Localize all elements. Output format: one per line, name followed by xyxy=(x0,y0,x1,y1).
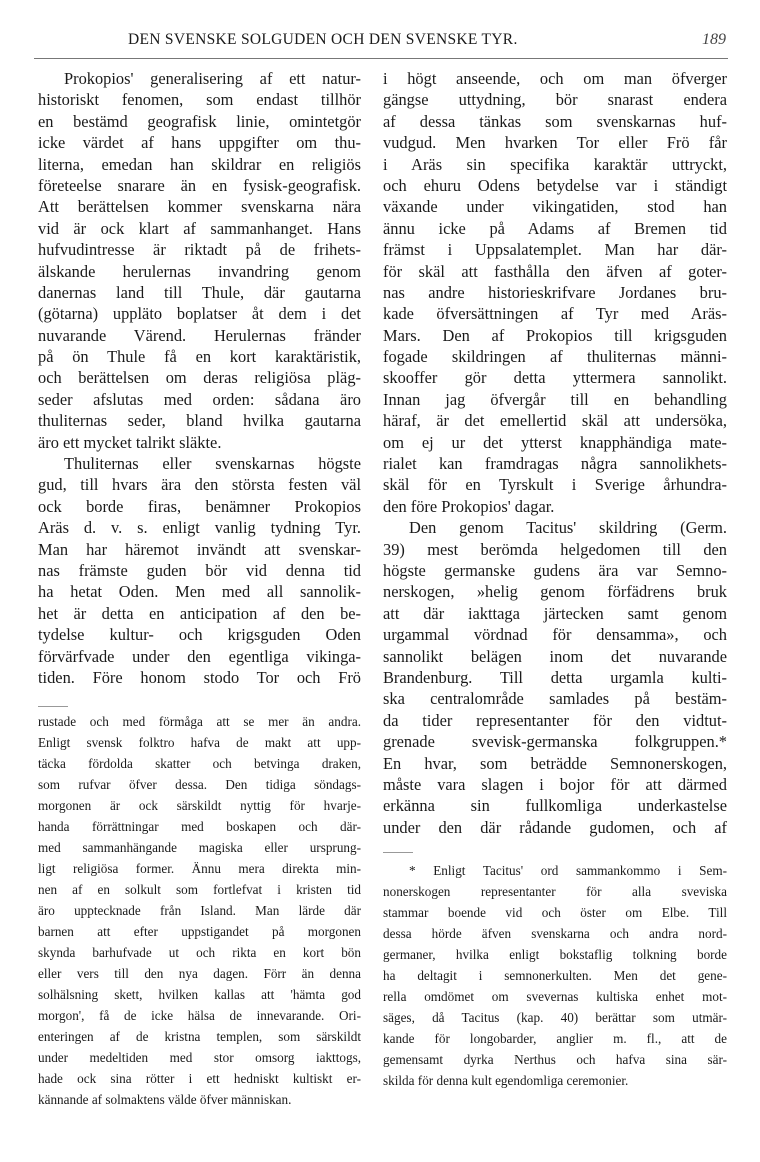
text-line: historiskt fenomen, som endast tillhör xyxy=(38,90,361,110)
text-line: ock borde firas, benämner Prokopios xyxy=(38,496,361,516)
text-line: Thuliternas eller svenskarnas högste xyxy=(64,454,361,474)
text-line: nas andre historieskrifvare Jordanes bru- xyxy=(383,282,727,302)
text-line: den före Prokopios' dagar. xyxy=(383,496,555,516)
text-line: Mars. Den af Prokopios till krigsguden xyxy=(383,325,727,345)
footnote-line: med sammanhängande magiska eller ursprung- xyxy=(38,840,361,855)
text-line: om ej ur det ytterst knapphändiga mate- xyxy=(383,432,727,452)
footnote-line: kande för longobarder, anglier m. fl., att de xyxy=(383,1031,727,1046)
footnote-line: stammar boende vid och öster om Elbe. Till xyxy=(383,905,727,920)
text-line: icke värdet af hans uppgifter om thu- xyxy=(38,133,361,153)
text-line: företeelse snarare än en fysisk-geografisk. xyxy=(38,175,361,195)
footnote-line: rella omdömet om svevernas kultiska enhet mot- xyxy=(383,989,727,1004)
footnote-line: rustade och med förmåga att se mer än andra. xyxy=(38,714,361,729)
footnote-line: nonerskogen representanter för alla sveviska xyxy=(383,884,727,899)
footnote-line: morgon', få de icke hälsa de innevarande. Ori- xyxy=(38,1008,361,1023)
footnote-line: nen af en solkult som fortlefvat i kristen tid xyxy=(38,882,361,897)
text-line: af dessa tänkas som svenskarnas huf- xyxy=(383,111,727,131)
text-line: skooffer gör detta yttermera sannolikt. xyxy=(383,368,727,388)
left-footnote xyxy=(38,711,361,1110)
footnote-line: skynda barhufvade ut och rikta en kort bön xyxy=(38,945,361,960)
text-line: älskande herulernas invandring genom xyxy=(38,261,361,281)
footnote-line: enteringen af de kristna templen, som särskildt xyxy=(38,1029,361,1044)
text-line: grenade svevisk-germanska folkgruppen.* xyxy=(383,732,727,752)
text-line: ännu icke på Adams af Bremen tid xyxy=(383,218,727,238)
text-line: högste germanske gudens ära var Semno- xyxy=(383,560,727,580)
text-line: Prokopios' generalisering af ett natur- xyxy=(64,69,361,88)
footnote-line: dessa hörde äfven svenskarna och andra nord- xyxy=(383,926,727,941)
footnote-line: ha deltagit i semnonerkulten. Men det gene- xyxy=(383,968,727,983)
text-line: fogade skildringen af thuliternas männi- xyxy=(383,347,727,367)
footnote-line: täcka fördolda skatter och betvinga draken, xyxy=(38,756,361,771)
footnote-line: solhälsning skett, hvilken kallas att 'hämta god xyxy=(38,987,361,1002)
footnote-line: eller vers till den nya dagen. Förr än denna xyxy=(38,966,361,981)
footnote-line: ligt religiösa former. Ännu mera direkta min- xyxy=(38,861,361,876)
text-line: literna, emedan han skildrar en religiös xyxy=(38,154,361,174)
footnote-line: hade ock sina rötter i ett hedniskt kultiskt er- xyxy=(38,1071,361,1086)
text-line: Innan jag öfvergår till en behandling xyxy=(383,389,727,409)
text-line: och berättelsen om deras religiösa pläg- xyxy=(38,368,361,388)
header-rule xyxy=(34,58,728,59)
text-line: Att berättelsen kommer svenskarna nära xyxy=(38,197,361,217)
text-line: hufvudintresse är riktadt på de frihets- xyxy=(38,240,361,260)
text-line: kade öfversättningen af Tyr med Aräs- xyxy=(383,304,727,324)
text-line: gud, till hvars ära den största festen väl xyxy=(38,475,361,495)
text-line: vudgud. Men hvarken Tor eller Frö får xyxy=(383,133,727,153)
footnote-line: morgonen är ock särskildt nyttig för hvarje- xyxy=(38,798,361,813)
footnote-line: säges, då Tacitus (kap. 40) berättar som utmär- xyxy=(383,1010,727,1025)
right-column-text xyxy=(383,68,727,838)
text-line: Man har häremot invändt att svenskar- xyxy=(38,539,361,559)
text-line: urgammal vördnad för densamma», och xyxy=(383,625,727,645)
text-line: En hvar, som beträdde Semnonerskogen, xyxy=(383,753,727,773)
text-line: häraf, är det emellertid skäl att undersöka, xyxy=(383,411,727,431)
footnote-line: barnen att efter uppstigandet på morgonen xyxy=(38,924,361,939)
text-line: Brandenburg. Till detta urgamla kulti- xyxy=(383,667,727,687)
text-line: rialet kan framdragas några sannolikhets- xyxy=(383,454,727,474)
page-number: 189 xyxy=(702,31,726,48)
text-line: 39) mest berömda helgedomen till den xyxy=(383,539,727,559)
left-footnote-rule xyxy=(38,706,68,707)
text-line: ska centralområde samlades på bestäm- xyxy=(383,689,727,709)
text-line: nuvarande Värend. Herulernas fränder xyxy=(38,325,361,345)
text-line: en bestämd geografisk linie, omintetgör xyxy=(38,111,361,131)
right-footnote-rule xyxy=(383,852,413,853)
text-line: sannolikt belägen inom det nuvarande xyxy=(383,646,727,666)
text-line: under den där rådande gudomen, och af xyxy=(383,817,727,837)
text-line: danernas land till Thule, där gautarna xyxy=(38,282,361,302)
text-line: måste vara slagen i bojor för att därmed xyxy=(383,774,727,794)
text-line: Aräs d. v. s. enligt vanlig tydning Tyr. xyxy=(38,518,361,538)
text-line: i Aräs sin specifika karaktär uttryckt, xyxy=(383,154,727,174)
footnote-line: som rufvar öfver dessa. Den tidiga söndags- xyxy=(38,777,361,792)
text-line: erkänna sin fullkomliga underkastelse xyxy=(383,796,727,816)
footnote-line: germaner, hvilka enligt bokstaflig tolkning borde xyxy=(383,947,727,962)
text-line: vid är ock klart af sammanhanget. Hans xyxy=(38,218,361,238)
text-line: tiden. Före honom stodo Tor och Frö xyxy=(38,667,361,687)
text-line: på ön Thule få en kort karaktäristik, xyxy=(38,347,361,367)
footnote-line: skilda för denna kult egendomliga ceremonier. xyxy=(383,1073,629,1088)
right-footnote xyxy=(383,860,727,1091)
text-line: thuliternas seder, bland hvilka gautarna xyxy=(38,411,361,431)
footnote-line: gemensamt dyrka Nerthus och hafva sina sär- xyxy=(383,1052,727,1067)
footnote-line: under medeltiden med stor omsorg iakttogs, xyxy=(38,1050,361,1065)
footnote-line: * Enligt Tacitus' ord sammankommo i Sem- xyxy=(409,863,727,878)
text-line: tydelse kultur- och krigsguden Oden xyxy=(38,625,361,645)
text-line: i högt anseende, och om man öfverger xyxy=(383,69,727,88)
text-line: seder afslutas med orden: sådana äro xyxy=(38,389,361,409)
text-line: äro ett mycket talrikt släkte. xyxy=(38,432,222,452)
text-line: förvärfvade under den egentliga vikinga- xyxy=(38,646,361,666)
text-line: växande under vikingatiden, stod han xyxy=(383,197,727,217)
text-line: gängse uttydning, bör snarast endera xyxy=(383,90,727,110)
footnote-line: äro upptecknade från Island. Man lärde där xyxy=(38,903,361,918)
left-column-text xyxy=(38,68,361,688)
footnote-line: Enligt svensk folktro hafva de makt att upp- xyxy=(38,735,361,750)
text-line: ha hetat Oden. Men med all sannolik- xyxy=(38,582,361,602)
running-title: DEN SVENSKE SOLGUDEN OCH DEN SVENSKE TYR. xyxy=(128,31,518,48)
text-line: het är detta en anticipation af den be- xyxy=(38,603,361,623)
text-line: för skäl att fasthålla den äfven af goter- xyxy=(383,261,727,281)
text-line: och ehuru Odens betydelse var i ständigt xyxy=(383,175,727,195)
footnote-line: handa förrättningar med boskapen och där- xyxy=(38,819,361,834)
text-line: (götarna) uppläto boplatser åt dem i det xyxy=(38,304,361,324)
text-line: främst i Uppsalatemplet. Man har där- xyxy=(383,240,727,260)
text-line: att där iakttaga järtecken samt genom xyxy=(383,603,727,623)
footnote-line: kännande af solmaktens välde öfver människan. xyxy=(38,1092,292,1107)
text-line: da tider representanter för den vidtut- xyxy=(383,710,727,730)
text-line: Den genom Tacitus' skildring (Germ. xyxy=(409,518,727,538)
text-line: nerskogen, »helig genom förfädrens bruk xyxy=(383,582,727,602)
text-line: skäl för en Tyrskult i Sverige århundra- xyxy=(383,475,727,495)
text-line: nas främste guden bör vid denna tid xyxy=(38,560,361,580)
